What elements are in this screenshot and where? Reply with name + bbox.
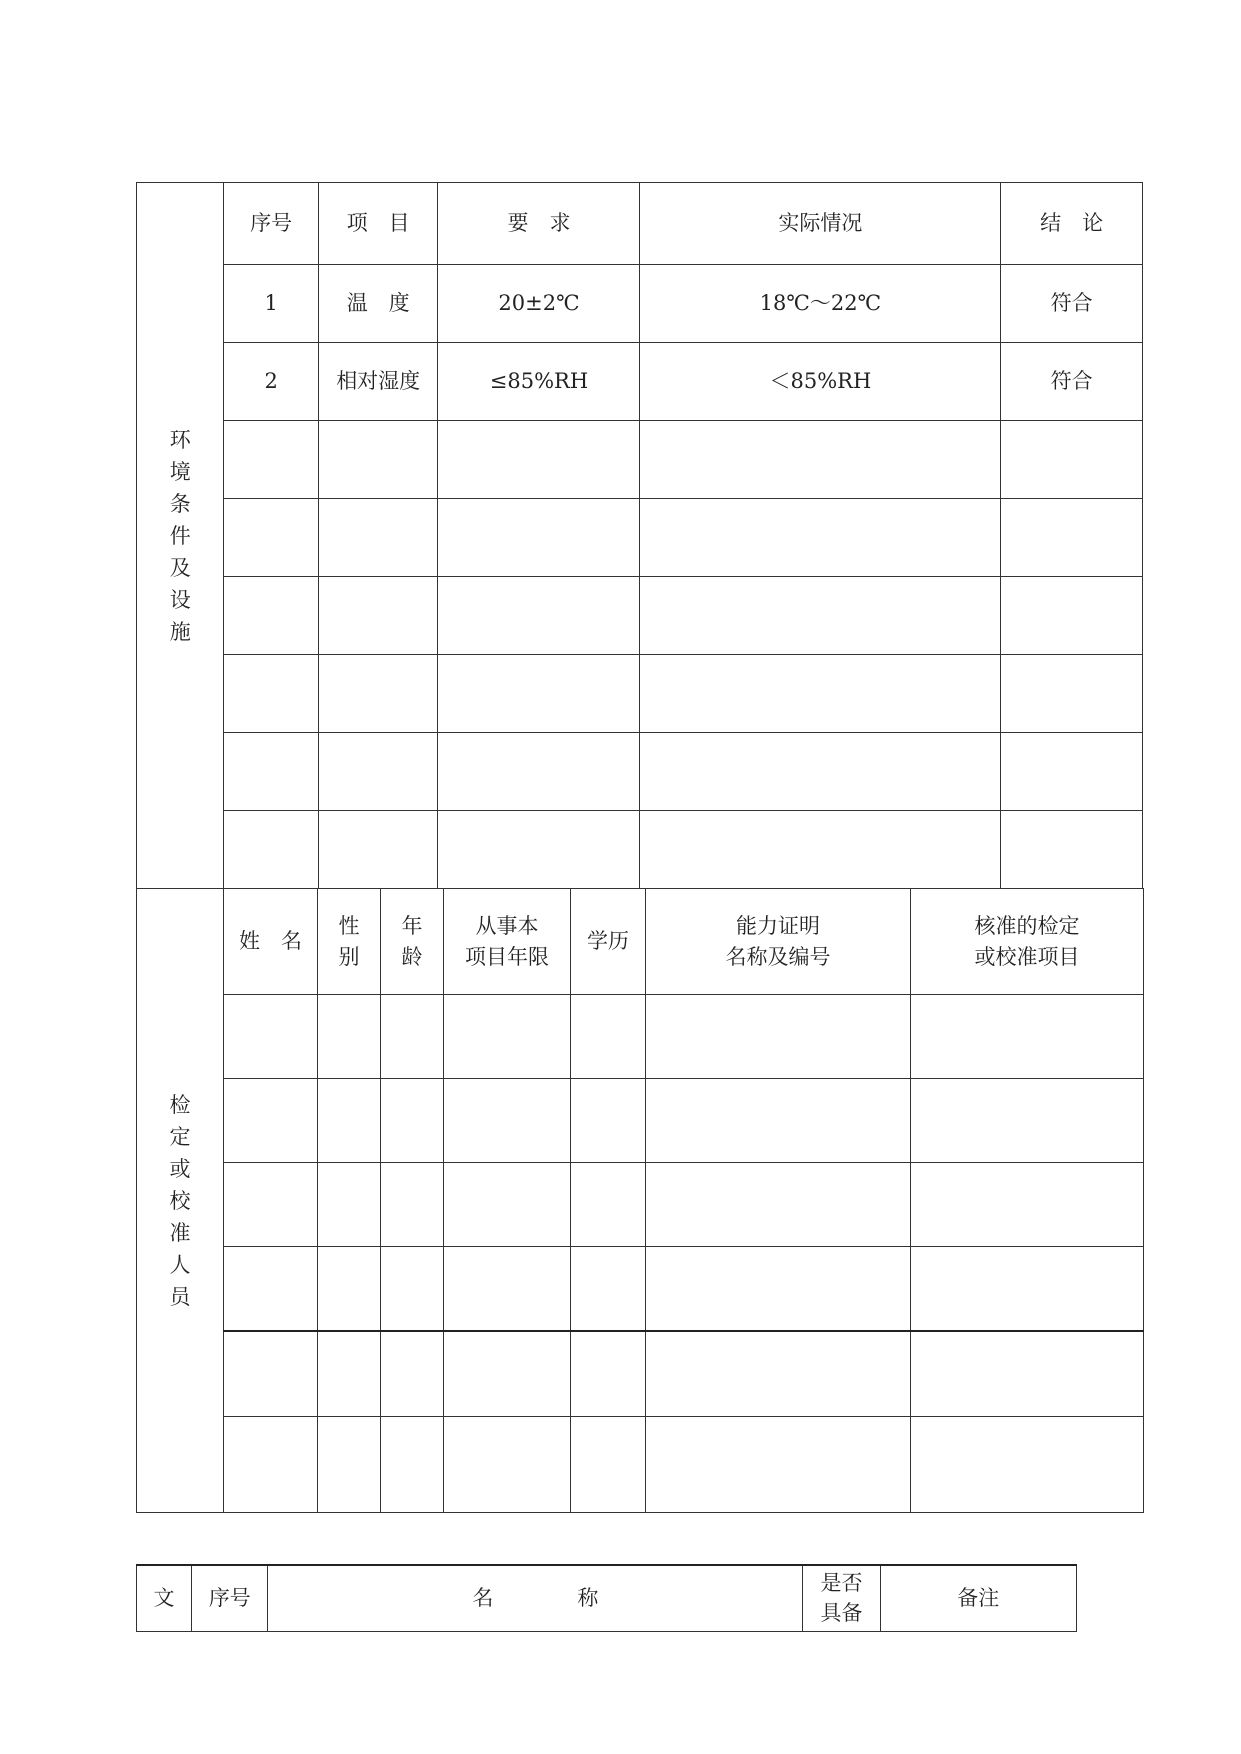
cell-approved-items <box>911 1163 1144 1247</box>
cell-seq <box>224 811 318 889</box>
cell-requirement: 20±2℃ <box>438 265 640 343</box>
staff-header-row <box>137 889 1144 995</box>
cell-gender <box>318 1163 381 1247</box>
table-row <box>137 733 1143 811</box>
cell-education <box>571 1163 646 1247</box>
cell-name <box>224 1417 318 1513</box>
doc-header-row <box>137 1565 1077 1631</box>
cell-actual <box>640 733 1001 811</box>
cell-education <box>571 1247 646 1331</box>
calibration-staff-table <box>136 888 1144 1513</box>
cell-actual <box>640 655 1001 733</box>
header-gender: 性 别 <box>318 889 381 995</box>
cell-seq <box>224 733 318 811</box>
header-seq: 序号 <box>224 183 318 265</box>
cell-item <box>318 421 438 499</box>
cell-approved-items <box>911 1079 1144 1163</box>
documents-table <box>136 1564 1077 1632</box>
cell-seq: 1 <box>224 265 318 343</box>
cell-certificate <box>646 1247 911 1331</box>
table-row <box>137 343 1143 421</box>
cell-years <box>444 1331 571 1417</box>
header-approved-items: 核准的检定 或校准项目 <box>911 889 1144 995</box>
cell-item: 相对湿度 <box>318 343 438 421</box>
environment-conditions-table <box>136 182 1143 889</box>
table-row <box>137 655 1143 733</box>
table-row <box>137 499 1143 577</box>
cell-age <box>381 1163 444 1247</box>
cell-years <box>444 1079 571 1163</box>
cell-requirement: ≤85%RH <box>438 343 640 421</box>
cell-education <box>571 1079 646 1163</box>
env-header-row <box>137 183 1143 265</box>
cell-gender <box>318 1417 381 1513</box>
cell-requirement <box>438 811 640 889</box>
cell-years <box>444 1247 571 1331</box>
header-years: 从事本 项目年限 <box>444 889 571 995</box>
cell-seq <box>224 577 318 655</box>
header-item: 项 目 <box>318 183 438 265</box>
cell-certificate <box>646 1079 911 1163</box>
header-conclusion: 结 论 <box>1001 183 1143 265</box>
cell-certificate <box>646 1331 911 1417</box>
header-name: 姓 名 <box>224 889 318 995</box>
doc-header-name: 名 称 <box>268 1565 803 1631</box>
cell-education <box>571 995 646 1079</box>
cell-approved-items <box>911 1247 1144 1331</box>
cell-age <box>381 995 444 1079</box>
doc-header-available: 是否 具备 <box>803 1565 880 1631</box>
cell-actual <box>640 811 1001 889</box>
header-age: 年 龄 <box>381 889 444 995</box>
env-section-label: 环 境 条 件 及 设 施 <box>137 183 224 889</box>
cell-requirement <box>438 655 640 733</box>
cell-name <box>224 1247 318 1331</box>
cell-actual <box>640 577 1001 655</box>
cell-age <box>381 1247 444 1331</box>
cell-name <box>224 1163 318 1247</box>
cell-gender <box>318 1331 381 1417</box>
cell-years <box>444 1163 571 1247</box>
table-row <box>137 421 1143 499</box>
cell-conclusion <box>1001 421 1143 499</box>
table-row <box>137 1079 1144 1163</box>
table-row <box>137 1417 1144 1513</box>
cell-requirement <box>438 577 640 655</box>
header-education: 学历 <box>571 889 646 995</box>
cell-approved-items <box>911 1331 1144 1417</box>
cell-item: 温 度 <box>318 265 438 343</box>
table-row <box>137 577 1143 655</box>
cell-conclusion <box>1001 577 1143 655</box>
cell-name <box>224 995 318 1079</box>
cell-requirement <box>438 499 640 577</box>
cell-seq <box>224 499 318 577</box>
cell-certificate <box>646 1417 911 1513</box>
cell-conclusion <box>1001 499 1143 577</box>
cell-age <box>381 1417 444 1513</box>
table-row <box>137 1331 1144 1417</box>
cell-actual <box>640 499 1001 577</box>
cell-approved-items <box>911 995 1144 1079</box>
cell-conclusion <box>1001 655 1143 733</box>
cell-certificate <box>646 1163 911 1247</box>
cell-actual: 18℃～22℃ <box>640 265 1001 343</box>
doc-header-remarks: 备注 <box>880 1565 1076 1631</box>
doc-section-label: 文 <box>137 1565 192 1631</box>
cell-years <box>444 1417 571 1513</box>
cell-education <box>571 1417 646 1513</box>
cell-name <box>224 1079 318 1163</box>
table-row <box>137 811 1143 889</box>
cell-gender <box>318 995 381 1079</box>
doc-header-seq: 序号 <box>192 1565 268 1631</box>
cell-item <box>318 577 438 655</box>
cell-conclusion: 符合 <box>1001 265 1143 343</box>
cell-conclusion <box>1001 733 1143 811</box>
cell-requirement <box>438 421 640 499</box>
cell-name <box>224 1331 318 1417</box>
header-actual: 实际情况 <box>640 183 1001 265</box>
cell-approved-items <box>911 1417 1144 1513</box>
table-row <box>137 1247 1144 1331</box>
table-row <box>137 265 1143 343</box>
cell-certificate <box>646 995 911 1079</box>
cell-item <box>318 499 438 577</box>
staff-section-label: 检 定 或 校 准 人 员 <box>137 889 224 1513</box>
cell-seq <box>224 655 318 733</box>
cell-requirement <box>438 733 640 811</box>
cell-seq <box>224 421 318 499</box>
cell-conclusion <box>1001 811 1143 889</box>
cell-item <box>318 655 438 733</box>
cell-gender <box>318 1247 381 1331</box>
cell-item <box>318 733 438 811</box>
cell-education <box>571 1331 646 1417</box>
cell-actual: ＜85%RH <box>640 343 1001 421</box>
table-row <box>137 995 1144 1079</box>
cell-years <box>444 995 571 1079</box>
header-requirement: 要 求 <box>438 183 640 265</box>
cell-seq: 2 <box>224 343 318 421</box>
cell-age <box>381 1331 444 1417</box>
cell-conclusion: 符合 <box>1001 343 1143 421</box>
cell-age <box>381 1079 444 1163</box>
header-certificate: 能力证明 名称及编号 <box>646 889 911 995</box>
table-row <box>137 1163 1144 1247</box>
cell-gender <box>318 1079 381 1163</box>
cell-actual <box>640 421 1001 499</box>
cell-item <box>318 811 438 889</box>
